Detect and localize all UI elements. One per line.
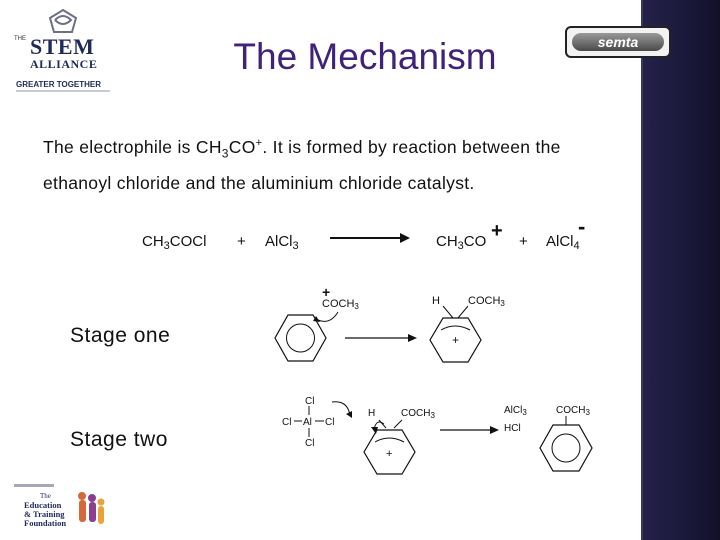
s2-cl-top: Cl xyxy=(305,396,315,407)
s1-delocalised-arc xyxy=(441,326,470,330)
s2-group-label: $COCH_3$ xyxy=(401,408,435,420)
eq-arrow-head xyxy=(400,233,410,243)
etf-line1: The xyxy=(40,492,51,500)
s2-cl-right: Cl xyxy=(325,417,335,428)
etf-line4: Foundation xyxy=(24,518,67,528)
s1-bond-group xyxy=(458,306,468,318)
text-sup-plus: + xyxy=(255,137,263,149)
text-co: CO xyxy=(228,136,256,157)
s1-electrophile-plus: + xyxy=(322,284,331,300)
s2-product-group: $COCH_3$ xyxy=(556,405,590,417)
s1-bond-h xyxy=(443,306,453,318)
right-sidebar-band xyxy=(641,0,720,540)
s2-cl-left: Cl xyxy=(282,417,292,428)
s2-product-circle xyxy=(552,434,580,462)
s2-alcl3: AlCl$_3$ xyxy=(504,405,527,417)
eq-product1: $CH_3CO$ xyxy=(436,233,487,252)
s2-cl-bottom: Cl xyxy=(305,438,315,449)
stem-logo-name: STEM xyxy=(30,34,95,59)
s1-arrow-head xyxy=(408,334,417,342)
s1-ring-plus: + xyxy=(452,333,460,347)
s1-h-label: H xyxy=(432,295,440,307)
eq-product2: AlCl$_4$ xyxy=(546,233,580,252)
eq-charge-neg: - xyxy=(578,214,586,239)
s1-benzene-circle xyxy=(287,324,315,352)
s2-h-label: H xyxy=(368,408,376,419)
s2-bond-group xyxy=(394,420,402,428)
stem-logo-tagline: GREATER TOGETHER xyxy=(16,80,102,89)
s2-al: Al xyxy=(303,417,312,428)
eq-plus-1: + xyxy=(237,233,246,250)
text-after: . It is formed by reaction between the ethanoyl chloride and the aluminium chloride catalyst. xyxy=(43,136,561,194)
stage-one-label: Stage one xyxy=(70,324,171,347)
etf-logo xyxy=(10,480,110,532)
s2-arrow-head xyxy=(490,426,499,434)
s1-group-label: COCH3 xyxy=(468,295,505,308)
s1-electrophile-label: COCH3 xyxy=(322,298,359,311)
sidebar-edge xyxy=(641,0,643,540)
stem-logo-small-text: THE xyxy=(14,36,26,42)
eq-reactant1: $CH_3COCl$ xyxy=(142,233,207,252)
stage-two-label: Stage two xyxy=(70,428,168,451)
s2-bond-h xyxy=(379,420,386,428)
stem-logo-sub: ALLIANCE xyxy=(30,57,98,71)
text-sub-3: 3 xyxy=(221,146,229,161)
page-title: The Mechanism xyxy=(233,36,497,77)
s2-ring-plus: + xyxy=(386,448,393,460)
eq-charge-pos: + xyxy=(491,220,503,242)
s2-delocalised-arc xyxy=(375,438,404,442)
etf-line3: & Training xyxy=(24,509,65,519)
s1-benzene-ring xyxy=(275,315,326,361)
semta-logo-text: semta xyxy=(572,33,664,51)
eq-plus-2: + xyxy=(519,233,528,250)
s2-hcl: HCl xyxy=(504,423,521,434)
text-before: The electrophile is CH xyxy=(43,136,222,157)
eq-reactant2: AlCl$_3$ xyxy=(265,233,299,252)
s1-curved-arrow xyxy=(318,312,338,321)
s2-product-ring xyxy=(540,425,592,471)
etf-line2: Education xyxy=(24,500,62,510)
